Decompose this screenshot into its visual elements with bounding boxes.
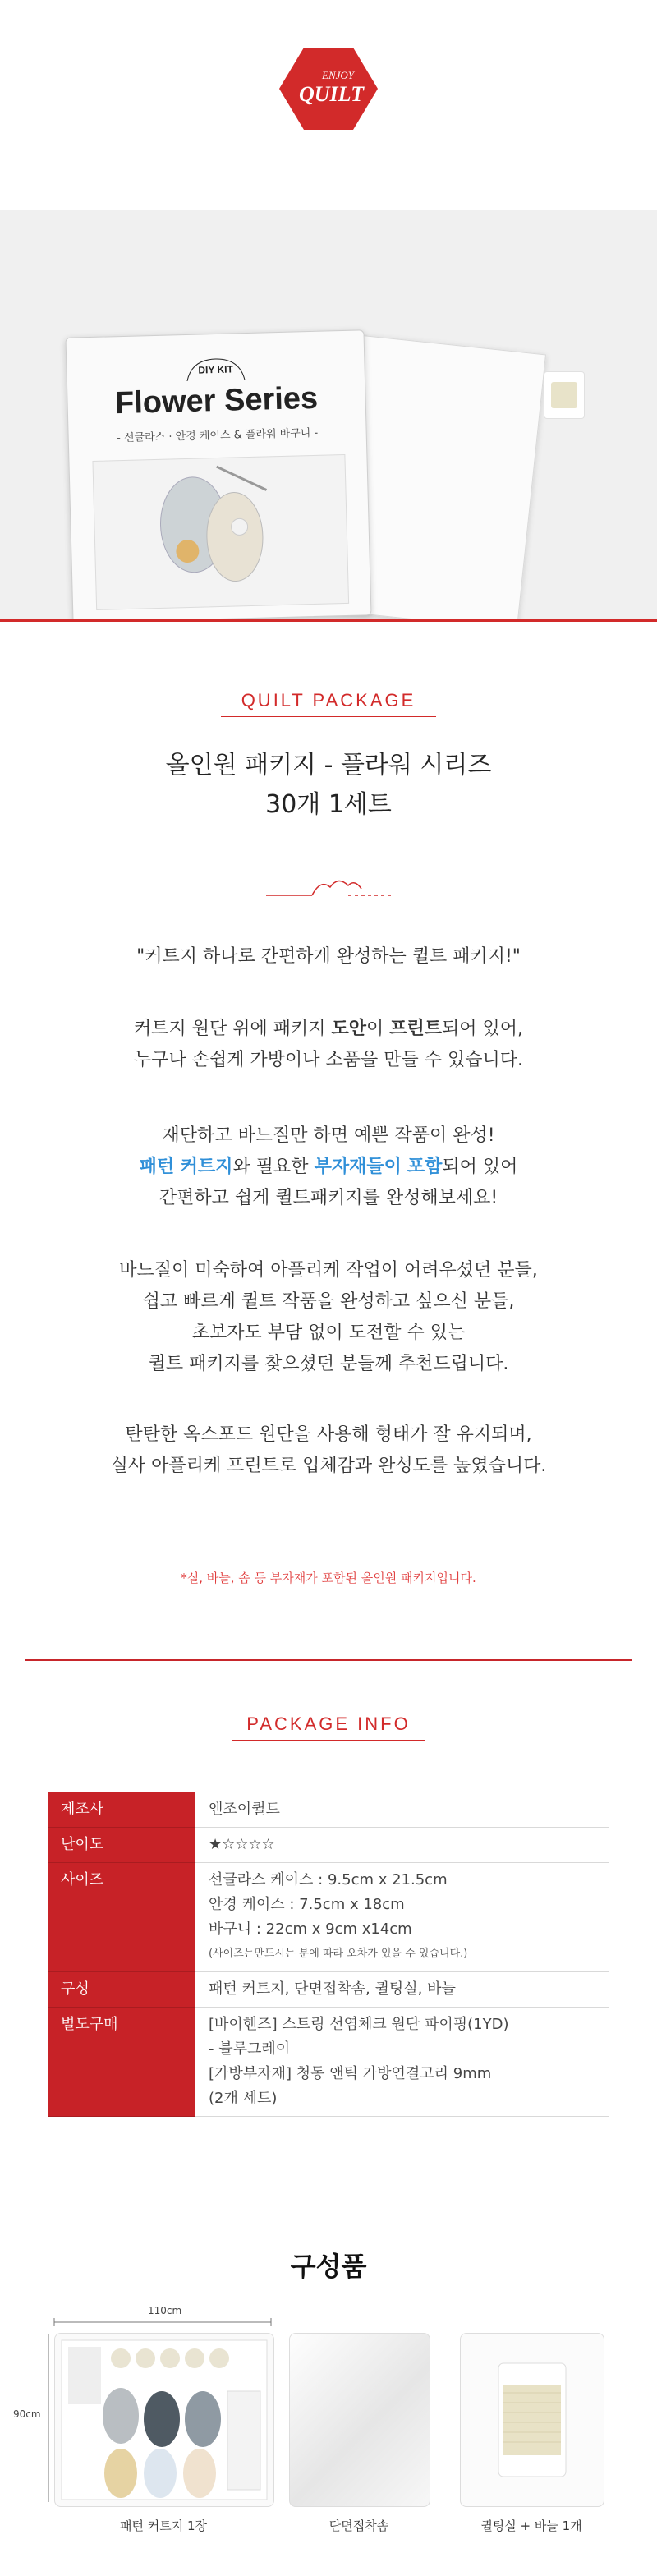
heading-underline xyxy=(232,1740,425,1741)
copy-line: 간편하고 쉽게 퀼트패키지를 완성해보세요! xyxy=(159,1188,498,1208)
all-in-one-note: *실, 바늘, 솜 등 부자재가 포함된 올인원 패키지입니다. xyxy=(181,1571,476,1585)
copy-line: 쉽고 빠르게 퀼트 작품을 완성하고 싶으신 분들, xyxy=(142,1291,515,1312)
package-title xyxy=(0,746,657,825)
info-key: 제조사 xyxy=(48,1792,195,1828)
pattern-cutfabric-card xyxy=(54,2333,274,2507)
info-value-line: 안경 케이스 : 7.5cm x 18cm xyxy=(209,1896,405,1913)
copy-text: 커트지 원단 위에 패키지 xyxy=(133,1019,332,1039)
difficulty-stars: ★☆☆☆☆ xyxy=(209,1836,275,1853)
width-dimension: 110cm xyxy=(148,2305,182,2316)
copy-line: 바느질이 미숙하여 아플리케 작업이 어려우셨던 분들, xyxy=(119,1260,538,1281)
info-value-line: [가방부자재] 청동 앤틱 가방연결고리 9mm xyxy=(209,2065,492,2082)
copy-highlight: 포함 xyxy=(407,1157,443,1177)
section-divider xyxy=(25,1659,632,1661)
info-value-line: 패턴 커트지, 단면접착솜, 퀼팅실, 바늘 xyxy=(209,1980,456,1998)
info-value-line: 바구니 : 22cm x 9cm x14cm xyxy=(209,1920,412,1938)
copy-line: "커트지 하나로 간편하게 완성하는 퀼트 패키지!" xyxy=(136,946,521,967)
package-title-line2: 30개 1세트 xyxy=(265,790,392,819)
info-value xyxy=(195,1828,609,1863)
component-caption: 패턴 커트지 1장 xyxy=(119,2518,208,2533)
pattern-cutfabric-illustration-icon xyxy=(55,2334,273,2506)
package-title-line1: 올인원 패키지 - 플라워 시리즈 xyxy=(165,751,492,780)
copy-line: 탄탄한 옥스포드 원단을 사용해 형태가 잘 유지되며, xyxy=(125,1424,532,1445)
copy-highlight: 패턴 커트지 xyxy=(139,1157,233,1177)
copy-block-2 xyxy=(0,1014,657,1076)
copy-text: 이 xyxy=(366,1019,390,1039)
hero-red-line xyxy=(0,619,657,622)
info-key: 난이도 xyxy=(48,1828,195,1863)
copy-block-5 xyxy=(0,1419,657,1482)
info-value-line: 선글라스 케이스 : 9.5cm x 21.5cm xyxy=(209,1871,448,1888)
logo-bottom-text: QUILT xyxy=(299,82,364,106)
copy-line xyxy=(0,1014,657,1045)
copy-highlight: 부자재들이 xyxy=(314,1157,402,1177)
table-row xyxy=(48,1792,609,1828)
table-row xyxy=(48,1828,609,1863)
info-key: 구성 xyxy=(48,1972,195,2008)
heading-underline xyxy=(221,716,436,717)
adhesive-batting-card xyxy=(289,2333,430,2507)
package-info-table xyxy=(48,1792,609,2117)
height-dimension: 90cm xyxy=(13,2408,41,2420)
scissors-icon xyxy=(263,871,394,900)
quilt-package-label: QUILT PACKAGE xyxy=(241,690,416,711)
quilting-thread-card xyxy=(460,2333,604,2507)
table-row xyxy=(48,1972,609,2008)
scissors-ornament xyxy=(263,871,394,900)
info-value-line: [바이핸즈] 스트링 선염체크 원단 파이핑(1YD) xyxy=(209,2016,509,2033)
copy-line: 누구나 손쉽게 가방이나 소품을 만들 수 있습니다. xyxy=(134,1050,523,1070)
package-info-label: PACKAGE INFO xyxy=(246,1714,411,1734)
series-subtitle: - 선글라스 · 안경 케이스 & 플라워 바구니 - xyxy=(117,426,319,445)
copy-line: 초보자도 부담 없이 도전할 수 있는 xyxy=(191,1322,466,1343)
copy-intro xyxy=(0,941,657,973)
sunglasses-case-illustration-icon xyxy=(93,455,348,610)
components-title: 구성품 xyxy=(290,2251,367,2282)
pattern-sheet-preview xyxy=(92,454,349,610)
thread-card-icon xyxy=(461,2334,604,2506)
diy-kit-label: DIY KIT xyxy=(198,363,233,376)
table-row xyxy=(48,1863,609,1972)
copy-line: 실사 아플리케 프린트로 입체감과 완성도를 높였습니다. xyxy=(110,1456,547,1476)
kit-package-cover xyxy=(66,329,372,619)
copy-line: 퀼트 패키지를 찾으셨던 분들께 추천드립니다. xyxy=(148,1354,509,1374)
copy-block-4 xyxy=(0,1255,657,1380)
component-caption: 단면접착솜 xyxy=(328,2518,389,2533)
info-key: 별도구매 xyxy=(48,2008,195,2117)
copy-bold: 프린트 xyxy=(389,1019,443,1039)
copy-bold: 도안 xyxy=(331,1019,366,1039)
info-key: 사이즈 xyxy=(48,1863,195,1972)
copy-text: 되어 있어, xyxy=(442,1019,524,1039)
info-value-line: - 블루그레이 xyxy=(209,2040,291,2058)
package-info-heading xyxy=(0,1714,657,1741)
copy-line xyxy=(0,1152,657,1183)
info-value xyxy=(195,1792,609,1828)
series-title: Flower Series xyxy=(114,380,319,421)
size-note: (사이즈는만드시는 분에 따라 오차가 있을 수 있습니다.) xyxy=(209,1948,468,1960)
height-dimension-line-icon xyxy=(44,2333,53,2505)
info-value xyxy=(195,1863,609,1972)
info-value xyxy=(195,1972,609,2008)
copy-text: 와 필요한 xyxy=(232,1157,315,1177)
copy-block-3 xyxy=(0,1120,657,1214)
quilt-package-heading xyxy=(0,690,657,717)
copy-text xyxy=(402,1157,407,1177)
info-value-line: 엔조이퀼트 xyxy=(209,1801,280,1818)
thread-spool-thumb xyxy=(544,371,585,419)
width-dimension-line-icon xyxy=(53,2318,274,2326)
brand-logo[interactable] xyxy=(279,46,378,131)
info-value-line: (2개 세트) xyxy=(209,2090,278,2107)
logo-top-text: ENJOY xyxy=(322,69,354,81)
info-value xyxy=(195,2008,609,2117)
copy-line: 재단하고 바느질만 하면 예쁜 작품이 완성! xyxy=(162,1125,495,1146)
hero-image xyxy=(0,210,657,619)
copy-text: 되어 있어 xyxy=(442,1157,518,1177)
component-caption: 퀼팅실 + 바늘 1개 xyxy=(480,2518,582,2533)
table-row xyxy=(48,2008,609,2117)
